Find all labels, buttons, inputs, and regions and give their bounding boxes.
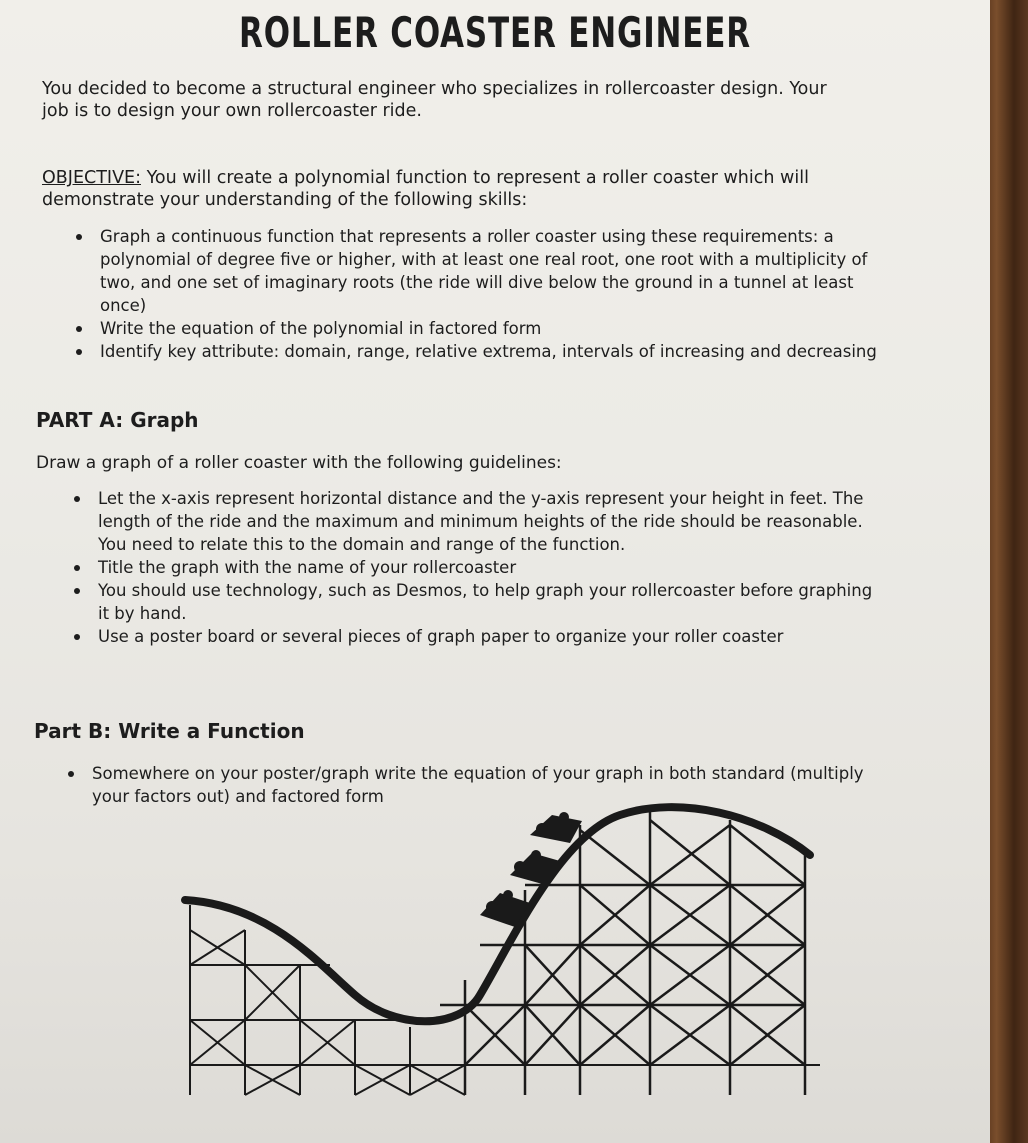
list-item: Title the graph with the name of your rollercoaster bbox=[98, 556, 888, 579]
list-item: Let the x-axis represent horizontal distance and the y-axis represent your height in feet. The length of the ride and the maximum and minimum heights of the ride should be reasonable. You need to relate this to the domain and range of the function. bbox=[98, 487, 888, 556]
list-item: Write the equation of the polynomial in factored form bbox=[100, 317, 890, 340]
objective-text: You will create a polynomial function to represent a roller coaster which will demonstrate your understanding of the following skills: bbox=[42, 168, 809, 210]
list-item: Somewhere on your poster/graph write the equation of your graph in both standard (multiply your factors out) and factored form bbox=[92, 762, 882, 808]
objective-label: OBJECTIVE: bbox=[42, 168, 141, 188]
worksheet-title: ROLLER COASTER ENGINEER bbox=[239, 8, 751, 57]
list-item: You should use technology, such as Desmos, to help graph your rollercoaster before graphing it by hand. bbox=[98, 579, 888, 625]
roller-coaster-illustration bbox=[180, 795, 820, 1100]
skills-list bbox=[100, 225, 890, 363]
part-a-instruction: Draw a graph of a roller coaster with the following guidelines: bbox=[36, 453, 562, 473]
objective-paragraph bbox=[42, 167, 852, 211]
list-item: Graph a continuous function that represents a roller coaster using these requirements: a polynomial of degree five or higher, with at least one real root, one root with a multiplicity of two, and one set of imaginary roots (the ride will dive below the ground in a tunnel at least once) bbox=[100, 225, 890, 317]
list-item: Identify key attribute: domain, range, relative extrema, intervals of increasing and decreasing bbox=[100, 340, 890, 363]
intro-paragraph: You decided to become a structural engineer who specializes in rollercoaster design. Your job is to design your own rollercoaster ride. bbox=[42, 79, 827, 121]
list-item: Use a poster board or several pieces of graph paper to organize your roller coaster bbox=[98, 625, 888, 648]
part-b-heading: Part B: Write a Function bbox=[34, 719, 305, 743]
part-a-heading: PART A: Graph bbox=[36, 408, 199, 432]
part-a-guidelines-list bbox=[98, 487, 888, 648]
